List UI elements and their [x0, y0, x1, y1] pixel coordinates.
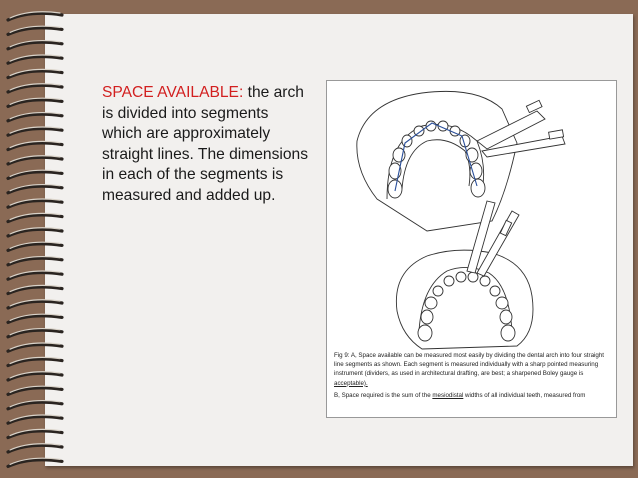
dental-arch-figure	[326, 80, 617, 418]
spiral-ring	[8, 431, 62, 438]
spiral-ring	[8, 85, 62, 92]
caption-part-b	[334, 391, 613, 400]
spiral-ring	[8, 172, 62, 179]
spiral-ring	[8, 42, 62, 49]
caption-b-text: B, Space required is the sum of the	[334, 391, 433, 399]
caption-b-end: widths of all individual teeth, measured from	[463, 391, 586, 399]
spiral-ring	[8, 13, 62, 20]
spiral-ring	[8, 71, 62, 78]
spiral-ring	[8, 287, 62, 294]
spiral-ring	[8, 129, 62, 136]
spiral-ring	[8, 100, 62, 107]
spiral-ring	[8, 57, 62, 64]
slide-text	[102, 83, 312, 206]
caption-part-a	[334, 351, 613, 388]
spiral-ring	[8, 229, 62, 236]
dental-arch-illustration	[327, 81, 616, 351]
spiral-ring	[8, 417, 62, 424]
spiral-ring	[8, 373, 62, 380]
spiral-ring	[8, 330, 62, 337]
spiral-ring	[8, 186, 62, 193]
slide-heading: SPACE AVAILABLE:	[102, 84, 244, 101]
maxillary-cast-drawing	[357, 91, 565, 231]
spiral-ring	[8, 28, 62, 35]
spiral-ring	[8, 402, 62, 409]
spiral-ring	[8, 201, 62, 208]
spiral-ring	[8, 114, 62, 121]
spiral-ring	[8, 388, 62, 395]
spiral-ring	[8, 445, 62, 452]
caption-a-end: acceptable).	[334, 379, 368, 387]
spiral-ring	[8, 244, 62, 251]
spiral-ring	[8, 258, 62, 265]
caption-b-term: mesiodistal	[432, 391, 464, 399]
spiral-ring	[8, 345, 62, 352]
spiral-ring	[8, 215, 62, 222]
caption-a-text: Fig 9: A, Space available can be measured most easily by dividing the dental arch into four straight line segments as shown. Each segment is measured individually with a sharp pointed measuring instrument (dividers, as used in architectural drafting, are best; a sharpened Boley gauge is	[334, 352, 604, 378]
spiral-ring	[8, 143, 62, 150]
spiral-ring	[8, 460, 62, 467]
spiral-ring	[8, 301, 62, 308]
spiral-ring	[8, 359, 62, 366]
spiral-ring	[8, 273, 62, 280]
spiral-binding	[0, 8, 70, 474]
slide-body: the arch is divided into segments which are approximately straight lines. The dimensions in each of the segments is measured and added up.	[102, 84, 309, 204]
figure-caption	[334, 351, 613, 403]
spiral-ring	[8, 316, 62, 323]
spiral-ring	[8, 157, 62, 164]
